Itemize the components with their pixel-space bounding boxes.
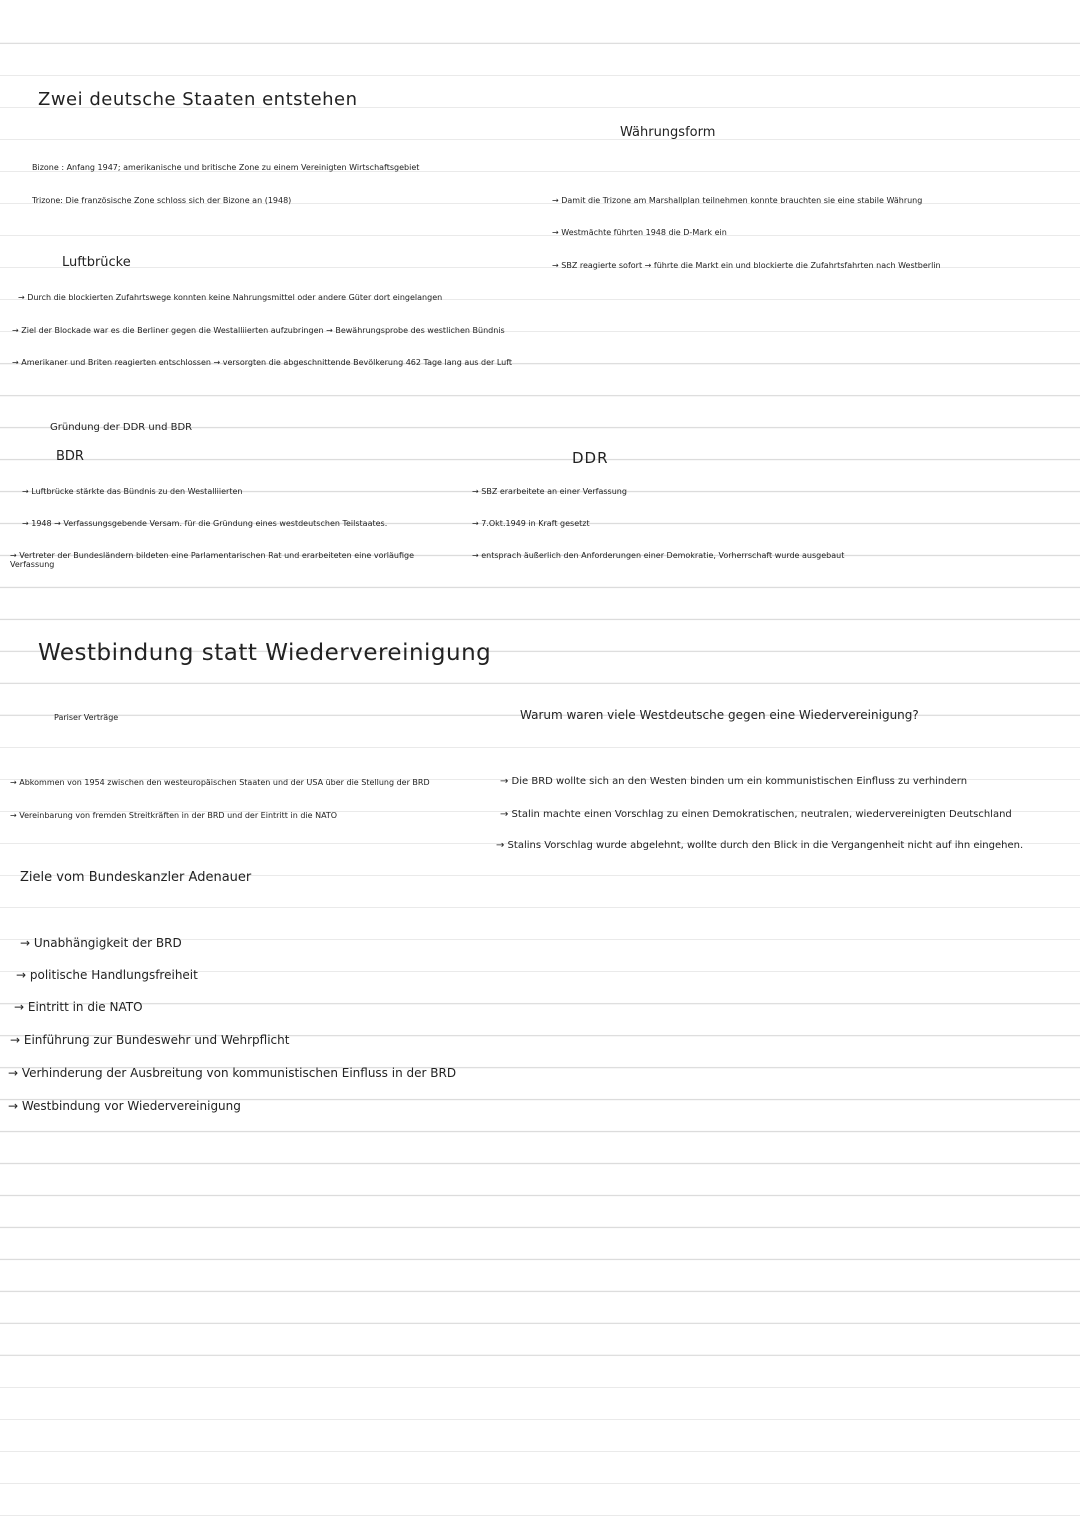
luftbruecke-item: → Ziel der Blockade war es die Berliner gegen die Westalliierten aufzubringen → Bewährungsprobe des westlichen Bündnis <box>12 326 505 335</box>
heading-warum: Warum waren viele Westdeutsche gegen eine Wiedervereinigung? <box>520 708 919 722</box>
pariser-item: → Abkommen von 1954 zwischen den westeuropäischen Staaten und der USA über die Stellung der BRD <box>10 778 430 787</box>
bdr-item: → 1948 → Verfassungsgebende Versam. für die Gründung eines westdeutschen Teilstaates. <box>22 519 388 528</box>
pariser-item: → Vereinbarung von fremden Streitkräften in der BRD und der Eintritt in die NATO <box>10 811 338 820</box>
bdr-item: → Luftbrücke stärkte das Bündnis zu den Westalliierten <box>22 487 243 496</box>
heading-bdr: BDR <box>56 449 84 464</box>
ddr-item: → SBZ erarbeitete an einer Verfassung <box>472 487 627 496</box>
bizone-note: Bizone : Anfang 1947; amerikanische und britische Zone zu einem Vereinigten Wirtschaftsgebiet <box>32 163 420 172</box>
warum-item: → Die BRD wollte sich an den Westen binden um ein kommunistischen Einfluss zu verhindern <box>500 776 968 787</box>
section-title-westbindung: Westbindung statt Wiedervereinigung <box>38 640 492 666</box>
heading-waehrungsform: Währungsform <box>620 125 716 140</box>
ziele-item: → Eintritt in die NATO <box>14 1000 143 1014</box>
ziele-item: → Unabhängigkeit der BRD <box>20 936 182 950</box>
ziele-item: → Einführung zur Bundeswehr und Wehrpflicht <box>10 1033 290 1047</box>
luftbruecke-item: → Amerikaner und Briten reagierten entschlossen → versorgten die abgeschnittende Bevölkerung 462 Tage lang aus der Luft <box>12 358 513 367</box>
waehrung-item: → Westmächte führten 1948 die D-Mark ein <box>552 228 727 237</box>
warum-item: → Stalin machte einen Vorschlag zu einen Demokratischen, neutralen, wiedervereinigten Deutschland <box>500 809 1012 820</box>
waehrung-item: → SBZ reagierte sofort → führte die Markt ein und blockierte die Zufahrtsfahrten nach Westberlin <box>552 261 941 270</box>
ddr-item: → entsprach äußerlich den Anforderungen einer Demokratie, Vorherrschaft wurde ausgebaut <box>472 551 845 560</box>
heading-pariser-vertraege: Pariser Verträge <box>54 713 119 722</box>
heading-luftbruecke: Luftbrücke <box>62 255 131 270</box>
ziele-item: → Westbindung vor Wiedervereinigung <box>8 1099 241 1113</box>
bdr-item: → Vertreter der Bundesländern bildeten eine Parlamentarischen Rat und erarbeiteten eine vorläufige Verfassung <box>10 551 415 570</box>
warum-item: → Stalins Vorschlag wurde abgelehnt, wollte durch den Blick in die Vergangenheit nicht auf ihn eingehen. <box>496 840 1024 851</box>
luftbruecke-item: → Durch die blockierten Zufahrtswege konnten keine Nahrungsmittel oder andere Güter dort eingelangen <box>18 293 443 302</box>
heading-gruendung: Gründung der DDR und BDR <box>50 422 193 433</box>
ziele-item: → Verhinderung der Ausbreitung von kommunistischen Einfluss in der BRD <box>8 1066 457 1080</box>
ziele-item: → politische Handlungsfreiheit <box>16 968 198 982</box>
waehrung-item: → Damit die Trizone am Marshallplan teilnehmen konnte brauchten sie eine stabile Währung <box>552 196 923 205</box>
ddr-item: → 7.Okt.1949 in Kraft gesetzt <box>472 519 590 528</box>
heading-ziele-adenauer: Ziele vom Bundeskanzler Adenauer <box>20 870 252 885</box>
trizone-note: Trizone: Die französische Zone schloss sich der Bizone an (1948) <box>32 196 292 205</box>
section-title-zwei-staaten: Zwei deutsche Staaten entstehen <box>38 89 358 110</box>
heading-ddr: DDR <box>572 449 609 467</box>
